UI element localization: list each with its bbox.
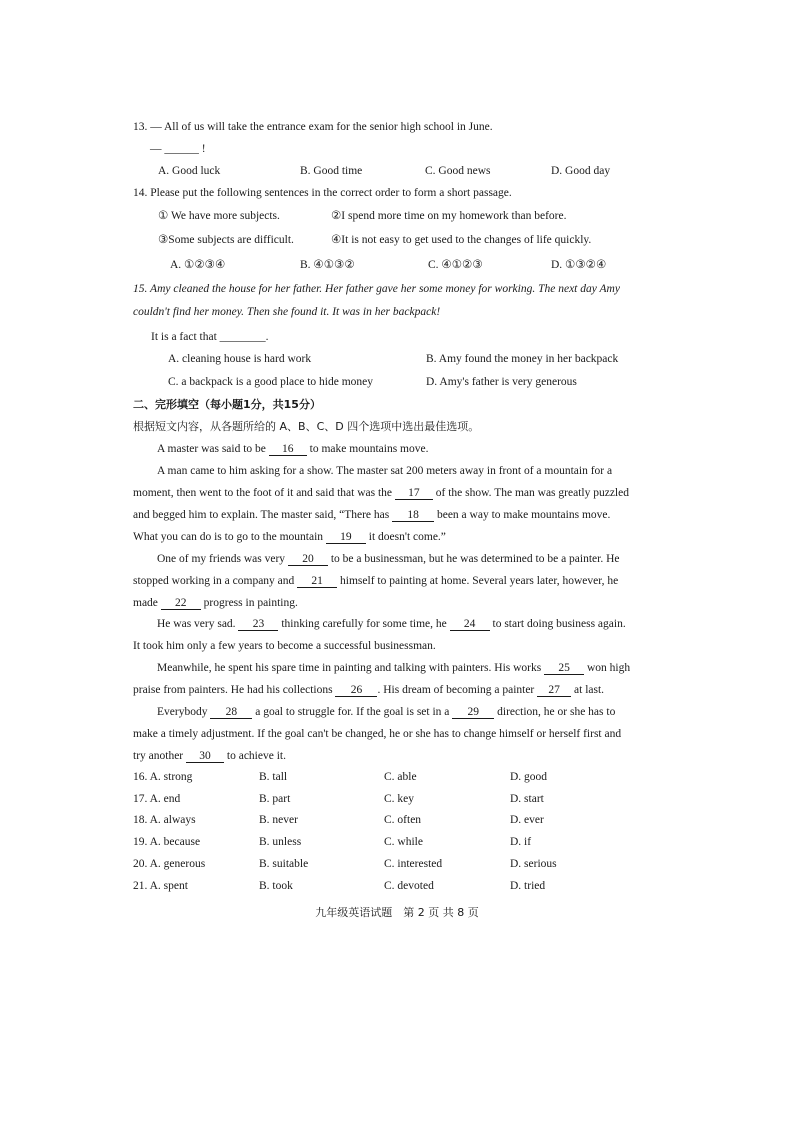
section-heading: 二、完形填空（每小题1分，共15分） — [133, 398, 321, 411]
blank-18: 18 — [392, 509, 434, 522]
choice-18-d: D. ever — [510, 814, 544, 826]
q14-option-c: C. ④①②③ — [428, 259, 483, 271]
q15-question: It is a fact that ________. — [151, 331, 269, 343]
blank-27: 27 — [537, 684, 571, 697]
choice-18-b: B. never — [259, 814, 298, 826]
page-footer: 九年级英语试题 第 2 页 共 8 页 — [315, 906, 479, 919]
passage-para-6-line-3: try another 30 to achieve it. — [133, 750, 286, 762]
q15-option-b: B. Amy found the money in her backpack — [426, 353, 619, 365]
q15-passage-line-2: couldn't find her money. Then she found it. It was in her backpack! — [133, 306, 441, 318]
choice-19-b: B. unless — [259, 836, 302, 848]
q14-option-d: D. ①③②④ — [551, 259, 607, 271]
choice-20-d: D. serious — [510, 858, 557, 870]
choice-17-b: B. part — [259, 793, 291, 805]
passage-para-1: A master was said to be 16 to make mountains move. — [157, 443, 429, 455]
q14-sentence-3: ③Some subjects are difficult. — [158, 234, 294, 246]
passage-para-3-line-2: stopped working in a company and 21 himself to painting at home. Several years later, however, he — [133, 575, 619, 587]
q13-option-c: C. Good news — [425, 165, 491, 177]
passage-para-2-line-1: A man came to him asking for a show. The master sat 200 meters away in front of a mountain for a — [157, 465, 613, 477]
choice-17-c: C. key — [384, 793, 415, 805]
passage-para-2-line-2: moment, then went to the foot of it and said that was the 17 of the show. The man was greatly puzzled — [133, 487, 629, 499]
q14-stem: 14. Please put the following sentences in the correct order to form a short passage. — [133, 187, 512, 199]
q14-sentence-1: ① We have more subjects. — [158, 210, 280, 222]
blank-16: 16 — [269, 443, 307, 456]
q13-option-b: B. Good time — [300, 165, 363, 177]
q13-exclaim: ! — [201, 143, 206, 155]
passage-para-6-line-2: make a timely adjustment. If the goal can't be changed, he or she has to change himself or herself first and — [133, 728, 622, 740]
q14-sentence-2: ②I spend more time on my homework than before. — [331, 210, 567, 222]
blank-19: 19 — [326, 531, 366, 544]
q15-passage-line-1: 15. Amy cleaned the house for her father. Her father gave her some money for working. The next day Amy — [133, 283, 620, 295]
passage-para-6-line-1: Everybody 28 a goal to struggle for. If the goal is set in a 29 direction, he or she has to — [157, 706, 616, 718]
choice-17-a: 17. A. end — [133, 793, 181, 805]
q14-option-b: B. ④①③② — [300, 259, 355, 271]
choice-19-a: 19. A. because — [133, 836, 201, 848]
q13-dash: — — [150, 143, 162, 155]
q13-option-a: A. Good luck — [158, 165, 221, 177]
blank-26: 26 — [335, 684, 377, 697]
blank-21: 21 — [297, 575, 337, 588]
choice-16-a: 16. A. strong — [133, 771, 193, 783]
blank-29: 29 — [452, 706, 494, 719]
q15-option-d: D. Amy's father is very generous — [426, 376, 577, 388]
choice-19-c: C. while — [384, 836, 423, 848]
choice-20-c: C. interested — [384, 858, 443, 870]
q13-reply — [150, 142, 206, 156]
q15-option-a: A. cleaning house is hard work — [168, 353, 312, 365]
q14-option-a: A. ①②③④ — [170, 259, 226, 271]
choice-17-d: D. start — [510, 793, 544, 805]
choice-16-b: B. tall — [259, 771, 288, 783]
passage-para-4-line-1: He was very sad. 23 thinking carefully for some time, he 24 to start doing business again. — [157, 618, 626, 630]
choice-18-a: 18. A. always — [133, 814, 196, 826]
passage-para-5-line-1: Meanwhile, he spent his spare time in painting and talking with painters. His works 25 won high — [157, 662, 631, 674]
blank-25: 25 — [544, 662, 584, 675]
choice-21-d: D. tried — [510, 880, 546, 892]
passage-para-2-line-4: What you can do is to go to the mountain 19 it doesn't come.” — [133, 531, 446, 543]
choice-21-a: 21. A. spent — [133, 880, 188, 892]
passage-para-4-line-2: It took him only a few years to become a successful businessman. — [133, 640, 436, 652]
passage-para-3-line-3: made 22 progress in painting. — [133, 597, 298, 609]
passage-para-3-line-1: One of my friends was very 20 to be a businessman, but he was determined to be a painter. He — [157, 553, 620, 565]
choice-18-c: C. often — [384, 814, 422, 826]
blank-17: 17 — [395, 487, 433, 500]
blank-30: 30 — [186, 750, 224, 763]
q13-blank: ______ — [164, 143, 199, 155]
choice-16-d: D. good — [510, 771, 548, 783]
choice-20-b: B. suitable — [259, 858, 309, 870]
q13-option-d: D. Good day — [551, 165, 611, 177]
choice-21-b: B. took — [259, 880, 293, 892]
choice-20-a: 20. A. generous — [133, 858, 206, 870]
blank-23: 23 — [238, 618, 278, 631]
passage-para-5-line-2: praise from painters. He had his collections 26 . His dream of becoming a painter 27 at last. — [133, 684, 605, 696]
q14-sentence-4: ④It is not easy to get used to the changes of life quickly. — [331, 234, 592, 246]
choice-16-c: C. able — [384, 771, 417, 783]
section-instruction: 根据短文内容，从各题所给的 A、B、C、D 四个选项中选出最佳选项。 — [133, 420, 480, 433]
blank-22: 22 — [161, 597, 201, 610]
q15-option-c: C. a backpack is a good place to hide money — [168, 376, 374, 388]
blank-20: 20 — [288, 553, 328, 566]
choice-21-c: C. devoted — [384, 880, 434, 892]
passage-para-2-line-3: and begged him to explain. The master said, “There has 18 been a way to make mountains move. — [133, 509, 611, 521]
choice-19-d: D. if — [510, 836, 532, 848]
blank-28: 28 — [210, 706, 252, 719]
q13-stem: 13. — All of us will take the entrance exam for the senior high school in June. — [133, 121, 493, 133]
blank-24: 24 — [450, 618, 490, 631]
